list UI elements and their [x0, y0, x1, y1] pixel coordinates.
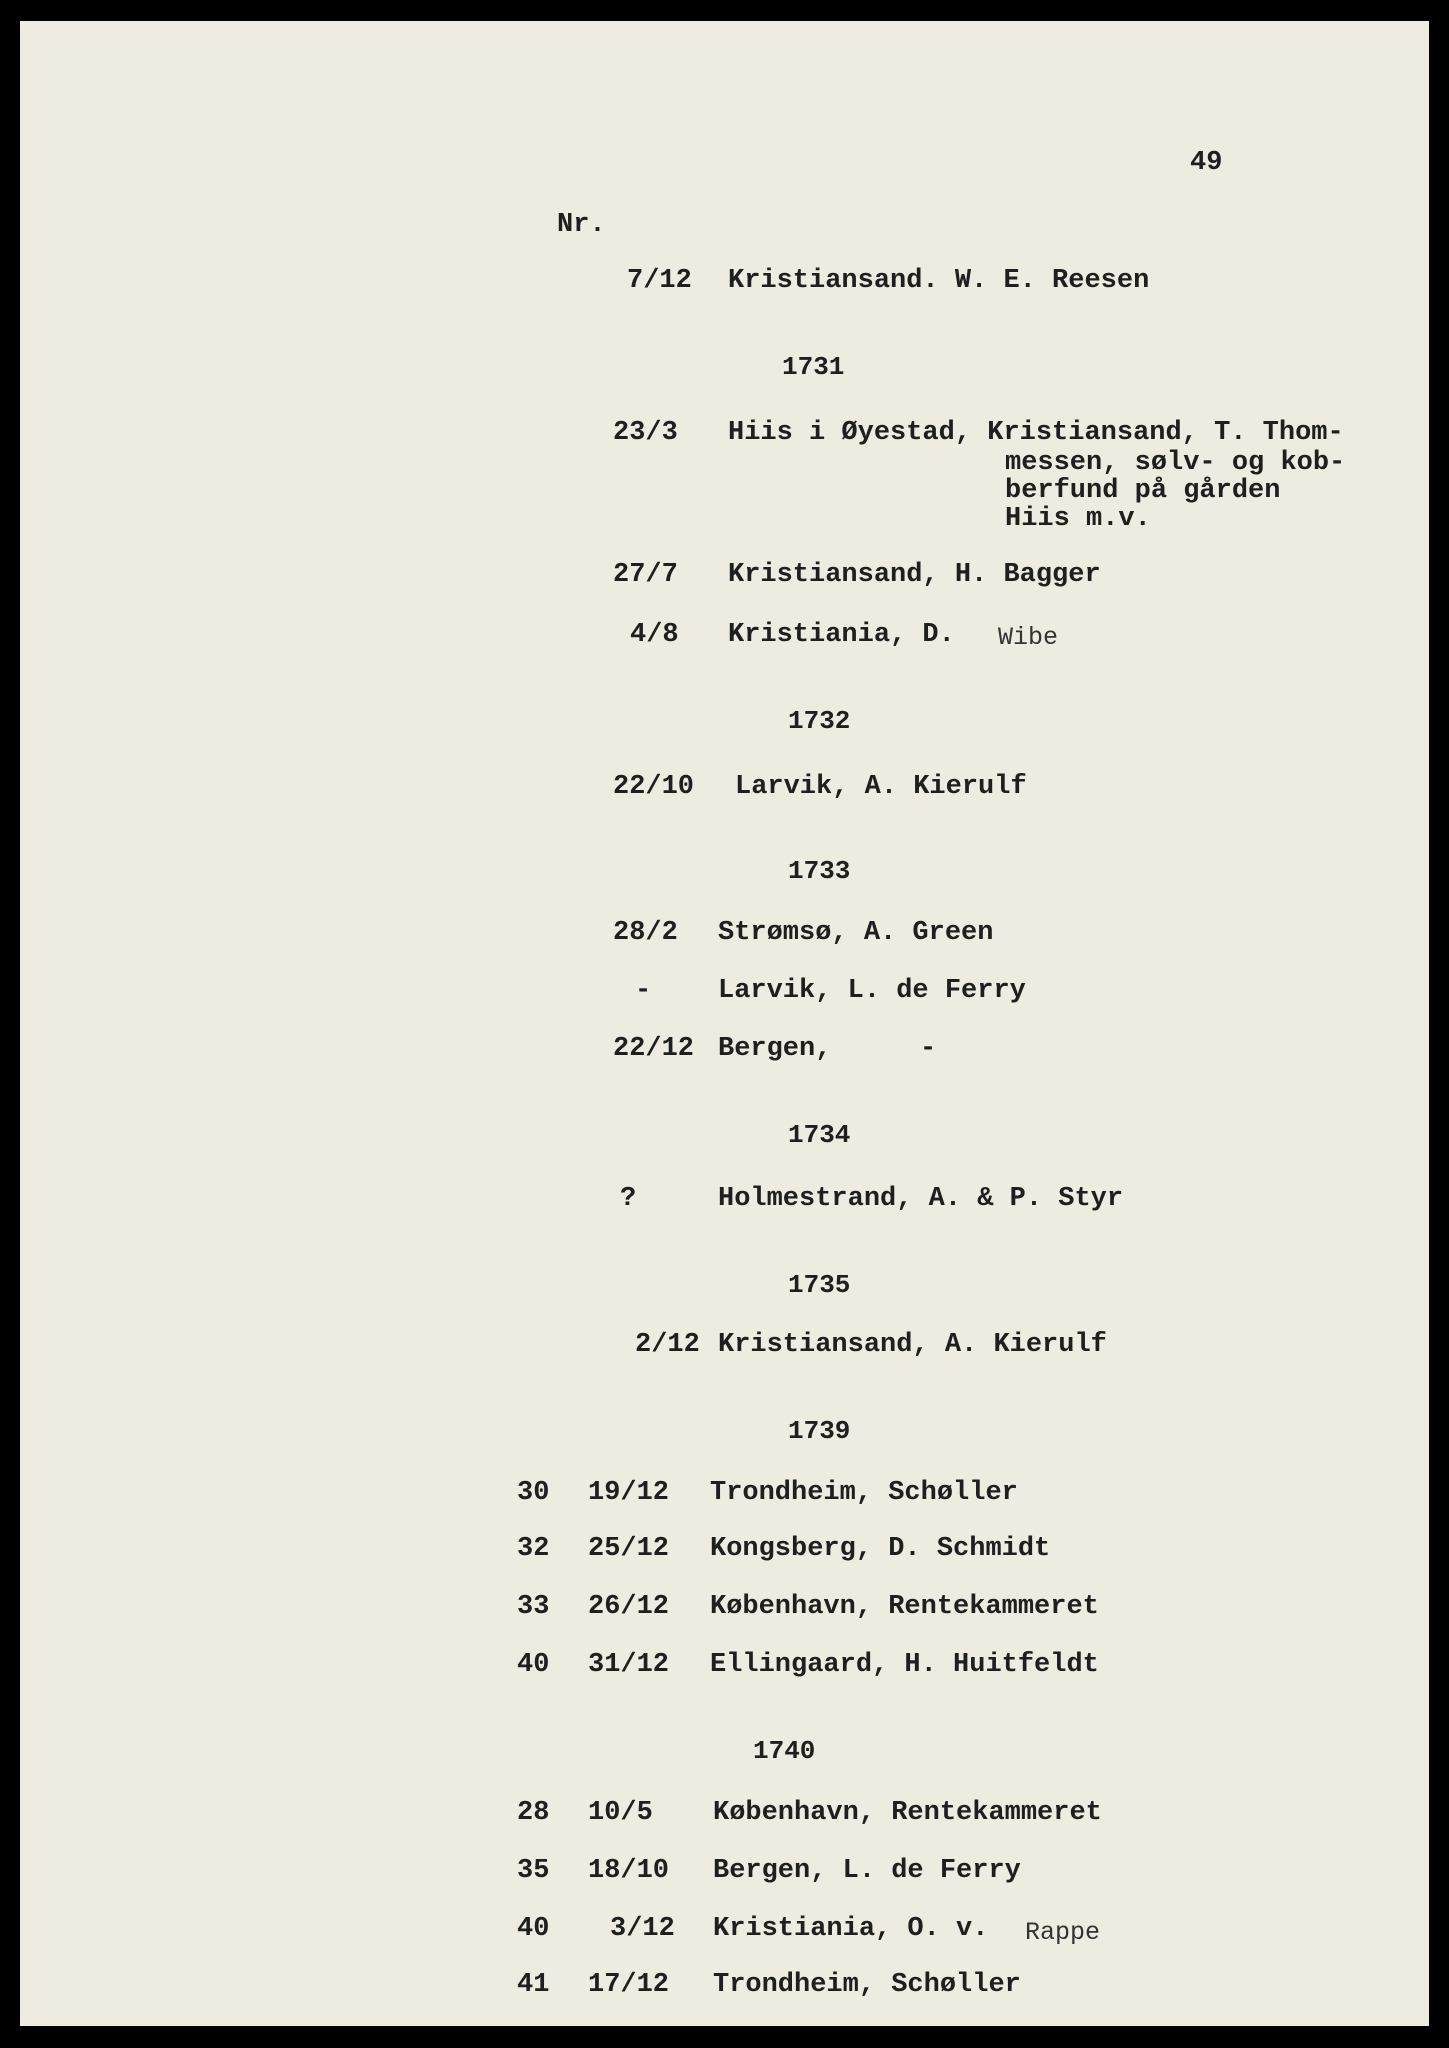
- entry-date: -: [635, 976, 652, 1006]
- page-number: 49: [1190, 148, 1223, 178]
- year-heading: 1731: [782, 352, 845, 382]
- year-heading: 1732: [788, 706, 851, 736]
- entry-text: Kristiansand, H. Bagger: [728, 560, 1101, 590]
- entry-nr: 40: [517, 1650, 550, 1680]
- entry-text: Trondheim, Schøller: [713, 1970, 1021, 2000]
- entry-date: 17/12: [588, 1970, 670, 2000]
- entry-date: 31/12: [588, 1650, 670, 1680]
- entry-nr: 40: [517, 1914, 550, 1944]
- entry-text: Kongsberg, D. Schmidt: [710, 1534, 1051, 1564]
- entry-text: Strømsø, A. Green: [718, 918, 994, 948]
- entry-date: 22/12: [613, 1034, 695, 1064]
- entry-date: 19/12: [588, 1478, 670, 1508]
- entry-date: 25/12: [588, 1534, 670, 1564]
- entry-nr: 33: [517, 1592, 550, 1622]
- entry-text-line: berfund på gården: [1005, 476, 1281, 506]
- document-page: [20, 21, 1429, 2026]
- entry-nr: 35: [517, 1856, 550, 1886]
- entry-text: Larvik, L. de Ferry: [718, 976, 1026, 1006]
- entry-date: 2/12: [635, 1330, 700, 1360]
- entry-date: 18/10: [588, 1856, 670, 1886]
- handwritten-name: Rappe: [1025, 1918, 1101, 1947]
- ditto-mark: -: [920, 1034, 937, 1064]
- entry-date: 4/8: [630, 620, 679, 650]
- entry-date: 23/3: [613, 418, 678, 448]
- entry-text: Ellingaard, H. Huitfeldt: [710, 1650, 1099, 1680]
- entry-date: 28/2: [613, 918, 678, 948]
- entry-text: København, Rentekammeret: [713, 1798, 1102, 1828]
- entry-text-line: messen, sølv- og kob-: [1005, 448, 1346, 478]
- entry-date: 10/5: [588, 1798, 653, 1828]
- year-heading: 1739: [788, 1416, 851, 1446]
- entry-text: Bergen,: [718, 1034, 832, 1064]
- entry-nr: 28: [517, 1798, 550, 1828]
- entry-date: 26/12: [588, 1592, 670, 1622]
- entry-text: Kristiania, D.: [728, 620, 955, 650]
- entry-text-line: Hiis i Øyestad, Kristiansand, T. Thom-: [728, 418, 1344, 448]
- entry-nr: 41: [517, 1970, 550, 2000]
- entry-text: Kristiansand, A. Kierulf: [718, 1330, 1107, 1360]
- year-heading: 1735: [788, 1270, 851, 1300]
- entry-nr: 30: [517, 1478, 550, 1508]
- year-heading: 1734: [788, 1120, 851, 1150]
- entry-text: Kristiansand. W. E. Reesen: [728, 266, 1150, 296]
- entry-date: 27/7: [613, 560, 678, 590]
- entry-nr: 32: [517, 1534, 550, 1564]
- handwritten-name: Wibe: [998, 623, 1059, 652]
- year-heading: 1740: [753, 1736, 816, 1766]
- entry-date: 22/10: [613, 772, 695, 802]
- entry-text: Bergen, L. de Ferry: [713, 1856, 1021, 1886]
- entry-text: Holmestrand, A. & P. Styr: [718, 1184, 1124, 1214]
- entry-date: 3/12: [610, 1914, 675, 1944]
- entry-text: Larvik, A. Kierulf: [735, 772, 1027, 802]
- entry-date: 7/12: [627, 266, 692, 296]
- entry-text: København, Rentekammeret: [710, 1592, 1099, 1622]
- year-heading: 1733: [788, 856, 851, 886]
- entry-text: Kristiania, O. v.: [713, 1914, 989, 1944]
- entry-date: ?: [620, 1184, 637, 1214]
- entry-text: Trondheim, Schøller: [710, 1478, 1018, 1508]
- entry-text-line: Hiis m.v.: [1005, 504, 1151, 534]
- header-nr-label: Nr.: [557, 210, 606, 240]
